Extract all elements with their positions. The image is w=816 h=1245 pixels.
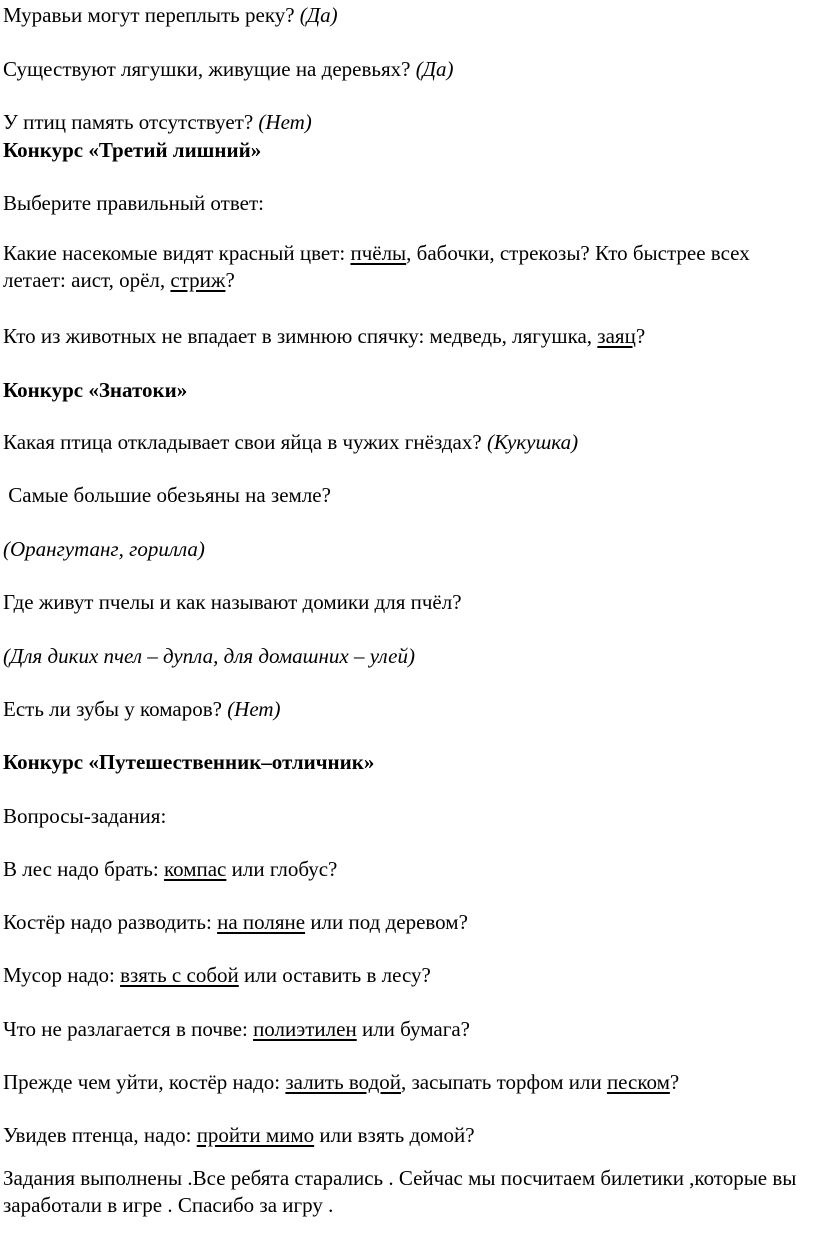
correct-answer: песком <box>606 1070 670 1094</box>
question-apes: Самые большие обезьяны на земле? <box>3 483 331 507</box>
correct-answer: залить водой <box>285 1070 402 1094</box>
correct-answer: компас <box>163 857 227 881</box>
answer: (Да) <box>299 3 338 27</box>
question-ants: Муравьи могут переплыть реку? (Да) <box>3 3 338 27</box>
instruction-choose: Выберите правильный ответ: <box>3 191 264 215</box>
correct-answer: взять с собой <box>120 963 239 987</box>
task-soil: Что не разлагается в почве: полиэтилен или бумага? <box>3 1017 471 1041</box>
heading-third-odd: Конкурс «Третий лишний» <box>3 138 262 162</box>
answer: (Нет) <box>227 697 281 721</box>
correct-answer: пчёлы <box>350 241 407 265</box>
heading-experts: Конкурс «Знатоки» <box>3 378 188 402</box>
answer: (Кукушка) <box>486 430 579 454</box>
task-campfire: Костёр надо разводить: на поляне или под деревом? <box>3 910 468 934</box>
answer: (Да) <box>415 57 454 81</box>
answer: (Нет) <box>258 110 312 134</box>
correct-answer: полиэтилен <box>253 1017 357 1041</box>
question-mosquito: Есть ли зубы у комаров? (Нет) <box>3 697 281 721</box>
tasks-label: Вопросы-задания: <box>3 804 167 828</box>
correct-answer: пройти мимо <box>196 1123 315 1147</box>
question-cuckoo: Какая птица откладывает свои яйца в чужих гнёздах? (Кукушка) <box>3 430 579 454</box>
task-trash: Мусор надо: взять с собой или оставить в лесу? <box>3 963 431 987</box>
question-birds-memory: У птиц память отсутствует? (Нет) <box>3 110 312 134</box>
closing-paragraph: Задания выполнены .Все ребята старались . Сейчас мы посчитаем билетики ,которые вы заработали в игре . Спасибо за игру . <box>3 1166 797 1217</box>
answer-apes: (Орангутанг, горилла) <box>3 537 205 561</box>
answer-bees: (Для диких пчел – дупла, для домашних – улей) <box>3 644 415 668</box>
question-hibernation: Кто из животных не впадает в зимнюю спячку: медведь, лягушка, заяц? <box>3 324 646 348</box>
task-chick: Увидев птенца, надо: пройти мимо или взять домой? <box>3 1123 475 1147</box>
task-extinguish: Прежде чем уйти, костёр надо: залить водой, засыпать торфом или песком? <box>3 1070 680 1094</box>
question-frogs: Существуют лягушки, живущие на деревьях? (Да) <box>3 57 454 81</box>
question-bees: Где живут пчелы и как называют домики для пчёл? <box>3 590 462 614</box>
task-forest: В лес надо брать: компас или глобус? <box>3 857 338 881</box>
question-insects: Какие насекомые видят красный цвет: пчёлы, бабочки, стрекозы? Кто быстрее всех летает: аист, орёл, стриж? <box>3 241 750 292</box>
correct-answer: на поляне <box>217 910 306 934</box>
heading-traveler: Конкурс «Путешественник–отличник» <box>3 750 375 774</box>
correct-answer: заяц <box>597 324 636 348</box>
correct-answer: стриж <box>170 268 226 292</box>
